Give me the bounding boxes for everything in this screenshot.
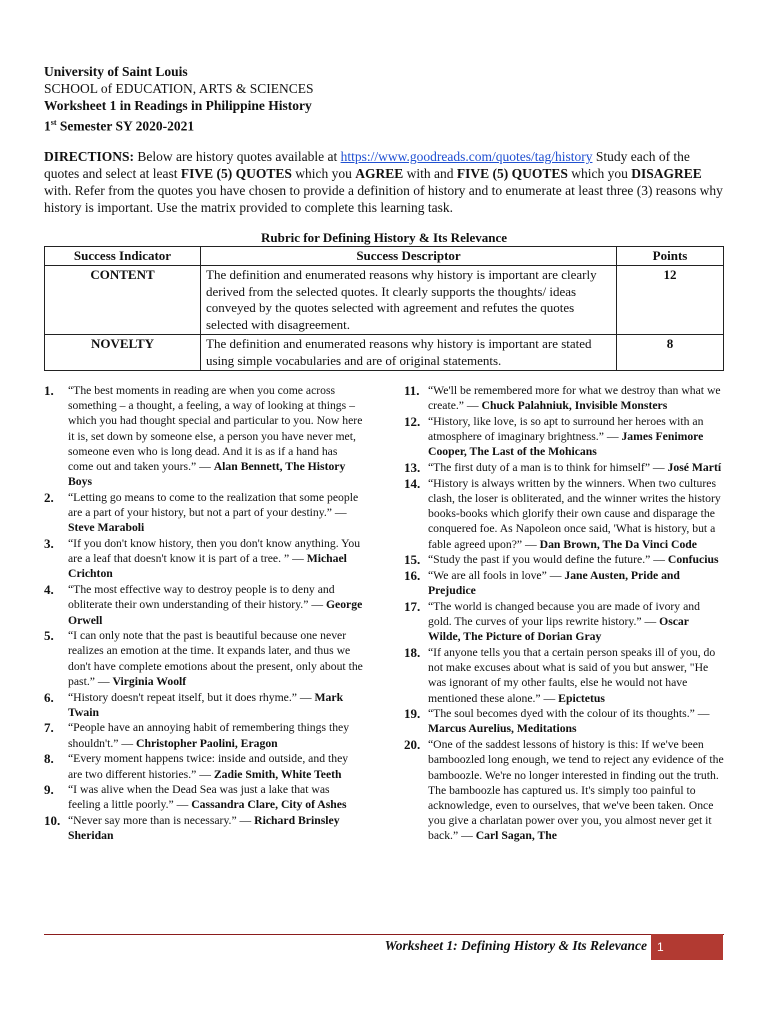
quote-item	[44, 690, 364, 720]
page-number-box	[651, 934, 723, 960]
quote-author: Virginia Woolf	[112, 674, 187, 688]
quote-number: 5.	[44, 628, 54, 644]
quote-item	[44, 628, 364, 689]
quote-number: 4.	[44, 582, 54, 598]
quote-text: “I can only note that the past is beautiful because one never realizes an emotion at the time. It expands later, and thus we don't have complete emotions about the present, only about the past.” —	[68, 629, 363, 688]
quote-text: “History is always written by the winners. When two cultures clash, the loser is obliterated, and the winner writes the history books-books which glorify their own cause and disparage the conquered foe. As Napoleon once said, 'What is history, but a fable agreed upon?” —	[428, 476, 721, 551]
goodreads-link[interactable]: https://www.goodreads.com/quotes/tag/history	[340, 149, 593, 164]
quote-text: “One of the saddest lessons of history is this: If we've been bamboozled long enough, we tend to reject any evidence of the bamboozle. We're no longer interested in finding out the truth. The bamboozle has captured us. It's simply too painful to acknowledge, even to ourselves, that we've been taken. Once you give a charlatan power over you, you almost never get it back.” —	[428, 738, 724, 843]
quote-number: 14.	[404, 475, 421, 491]
quote-number: 10.	[44, 813, 61, 829]
quote-text: “If you don't know history, then you don't know anything. You are a leaf that doesn't know it is part of a tree. ” —	[68, 537, 361, 566]
quote-number: 17.	[404, 598, 421, 614]
rubric-descriptor: The definition and enumerated reasons why history is important are stated using simple vocabularies and are of original statements.	[201, 335, 617, 371]
quote-item	[44, 813, 364, 843]
quote-text: “I was alive when the Dead Sea was just a lake that was feeling a little poorly.” —	[68, 783, 330, 812]
quote-number: 20.	[404, 737, 421, 753]
rubric-points: 12	[617, 266, 724, 335]
quote-text: “The soul becomes dyed with the colour of its thoughts.” —	[428, 707, 710, 721]
rubric-table	[44, 246, 724, 371]
quote-number: 16.	[404, 567, 421, 583]
quote-item	[404, 737, 724, 843]
quote-item	[404, 383, 724, 413]
directions-label: DIRECTIONS:	[44, 149, 135, 164]
quote-number: 2.	[44, 489, 54, 505]
quotes-right-column	[404, 383, 724, 844]
quote-text: “If anyone tells you that a certain person speaks ill of you, do not make excuses about what is said of you but answer, "He was ignorant of my other faults, else he would not have mentioned these alone.” —	[428, 645, 716, 705]
quote-item	[404, 706, 724, 736]
quote-number: 3.	[44, 536, 54, 552]
quote-text: “We are all fools in love” —	[428, 568, 565, 582]
semester-line: 1st Semester SY 2020-2021	[44, 117, 195, 133]
quote-text: “The most effective way to destroy people is to deny and obliterate their own understanding of their history.” —	[68, 583, 335, 612]
quote-number: 12.	[404, 413, 421, 429]
rubric-header-cell: Points	[617, 247, 724, 266]
quote-text: “Every moment happens twice: inside and outside, and they are two different histories.” —	[68, 752, 349, 781]
quote-author: Zadie Smith, White Teeth	[213, 767, 342, 781]
quote-item	[404, 460, 724, 475]
quote-author: George Orwell	[68, 598, 363, 627]
quote-author: James Fenimore Cooper, The Last of the Mohicans	[428, 430, 704, 459]
quote-item	[404, 414, 724, 460]
quote-author: Richard Brinsley Sheridan	[68, 814, 340, 843]
rubric-header-cell: Success Indicator	[45, 247, 201, 266]
quote-author: Dan Brown, The Da Vinci Code	[539, 537, 697, 551]
directions: DIRECTIONS: Below are history quotes available at https://www.goodreads.com/quotes/tag/history Study each of the quotes and select at least FIVE (5) QUOTES which you AGREE with and FIVE (5) QUOTES which you DISAGREE with. Refer from the quotes you have chosen to provide a definition of history and to enumerate at least three (3) reasons why history is important. Use the matrix provided to complete this learning task.	[44, 149, 723, 215]
quote-item	[44, 720, 364, 750]
quote-number: 6.	[44, 689, 54, 705]
quote-item	[404, 568, 724, 598]
quote-item	[44, 490, 364, 536]
worksheet-title: Worksheet 1 in Readings in Philippine History	[44, 98, 312, 113]
quote-item	[404, 552, 724, 567]
quote-author: Oscar Wilde, The Picture of Dorian Gray	[428, 615, 689, 644]
quote-author: Carl Sagan, The	[475, 829, 557, 843]
quote-number: 11.	[404, 383, 420, 398]
quote-number: 18.	[404, 644, 421, 660]
quote-item	[44, 782, 364, 812]
quote-author: Michael Crichton	[68, 552, 347, 581]
rubric-title: Rubric for Defining History & Its Relevance	[260, 230, 507, 245]
rubric-header-cell: Success Descriptor	[201, 247, 617, 266]
footer-title: Worksheet 1: Defining History & Its Relevance	[384, 938, 647, 953]
quote-author: Cassandra Clare, City of Ashes	[191, 798, 347, 812]
quote-number: 13.	[404, 460, 421, 476]
quote-text: “Never say more than is necessary.” —	[68, 814, 255, 828]
quote-author: Confucius	[667, 553, 719, 567]
rubric-header-row	[45, 247, 724, 266]
quotes-left-column	[44, 383, 364, 844]
quote-text: “History, like love, is so apt to surround her heroes with an atmosphere of imaginary brightness.” —	[428, 414, 704, 444]
rubric-indicator: NOVELTY	[45, 335, 201, 371]
quote-author: Steve Maraboli	[68, 521, 145, 535]
quote-text: “We'll be remembered more for what we destroy than what we create.” —	[428, 384, 721, 413]
quote-text: “History doesn't repeat itself, but it does rhyme.” —	[68, 690, 315, 704]
quote-number: 9.	[44, 782, 54, 798]
quote-number: 1.	[44, 383, 54, 398]
rubric-row	[45, 266, 724, 335]
quote-author: Mark Twain	[68, 690, 344, 719]
quote-text: “The first duty of a man is to think for himself” —	[428, 461, 668, 475]
quote-author: Chuck Palahniuk, Invisible Monsters	[481, 399, 668, 413]
school-name: SCHOOL of EDUCATION, ARTS & SCIENCES	[44, 80, 314, 96]
quote-item	[44, 582, 364, 628]
page-number: 1	[657, 940, 664, 954]
quote-author: Epictetus	[558, 691, 605, 705]
quote-text: “The world is changed because you are made of ivory and gold. The curves of your lips rewrite history.” —	[428, 599, 700, 629]
quote-item	[44, 536, 364, 582]
quote-text: “The best moments in reading are when you come across something – a thought, a feeling, a way of looking at things – which you had thought special and particular to you. Now here it is, set down by someone else, a person you have never met, someone even who is long dead. And it is as if a hand has come out and taken yours.” —	[68, 384, 363, 474]
quote-text: “Letting go means to come to the realization that some people are a part of your history, but not a part of your destiny.” —	[68, 490, 359, 520]
quote-item	[404, 599, 724, 645]
quote-author: Alan Bennett, The History Boys	[68, 460, 346, 489]
quote-number: 19.	[404, 706, 421, 722]
document-header	[44, 64, 724, 135]
quote-author: José Martí	[667, 461, 722, 475]
quote-text: “Study the past if you would define the future.” —	[428, 553, 668, 567]
footer-divider	[44, 934, 724, 935]
rubric-descriptor: The definition and enumerated reasons why history is important are clearly derived from the selected quotes. It clearly supports the thoughts/ ideas conveyed by the quotes selected with agreement and refutes the quotes selected with disagreement.	[201, 266, 617, 335]
rubric-row	[45, 335, 724, 371]
quote-author: Marcus Aurelius, Meditations	[428, 722, 577, 736]
university-name: University of Saint Louis	[44, 64, 188, 79]
quote-number: 8.	[44, 751, 54, 767]
rubric-points: 8	[617, 335, 724, 371]
quote-author: Christopher Paolini, Eragon	[136, 736, 278, 750]
quote-number: 15.	[404, 552, 421, 568]
quote-item	[404, 645, 724, 706]
quote-text: “People have an annoying habit of remembering things they shouldn't.” —	[68, 721, 350, 750]
quote-item	[44, 383, 364, 489]
quote-author: Jane Austen, Pride and Prejudice	[428, 568, 680, 598]
quote-item	[404, 476, 724, 552]
quote-number: 7.	[44, 720, 54, 736]
rubric-indicator: CONTENT	[45, 266, 201, 335]
quote-item	[44, 751, 364, 781]
